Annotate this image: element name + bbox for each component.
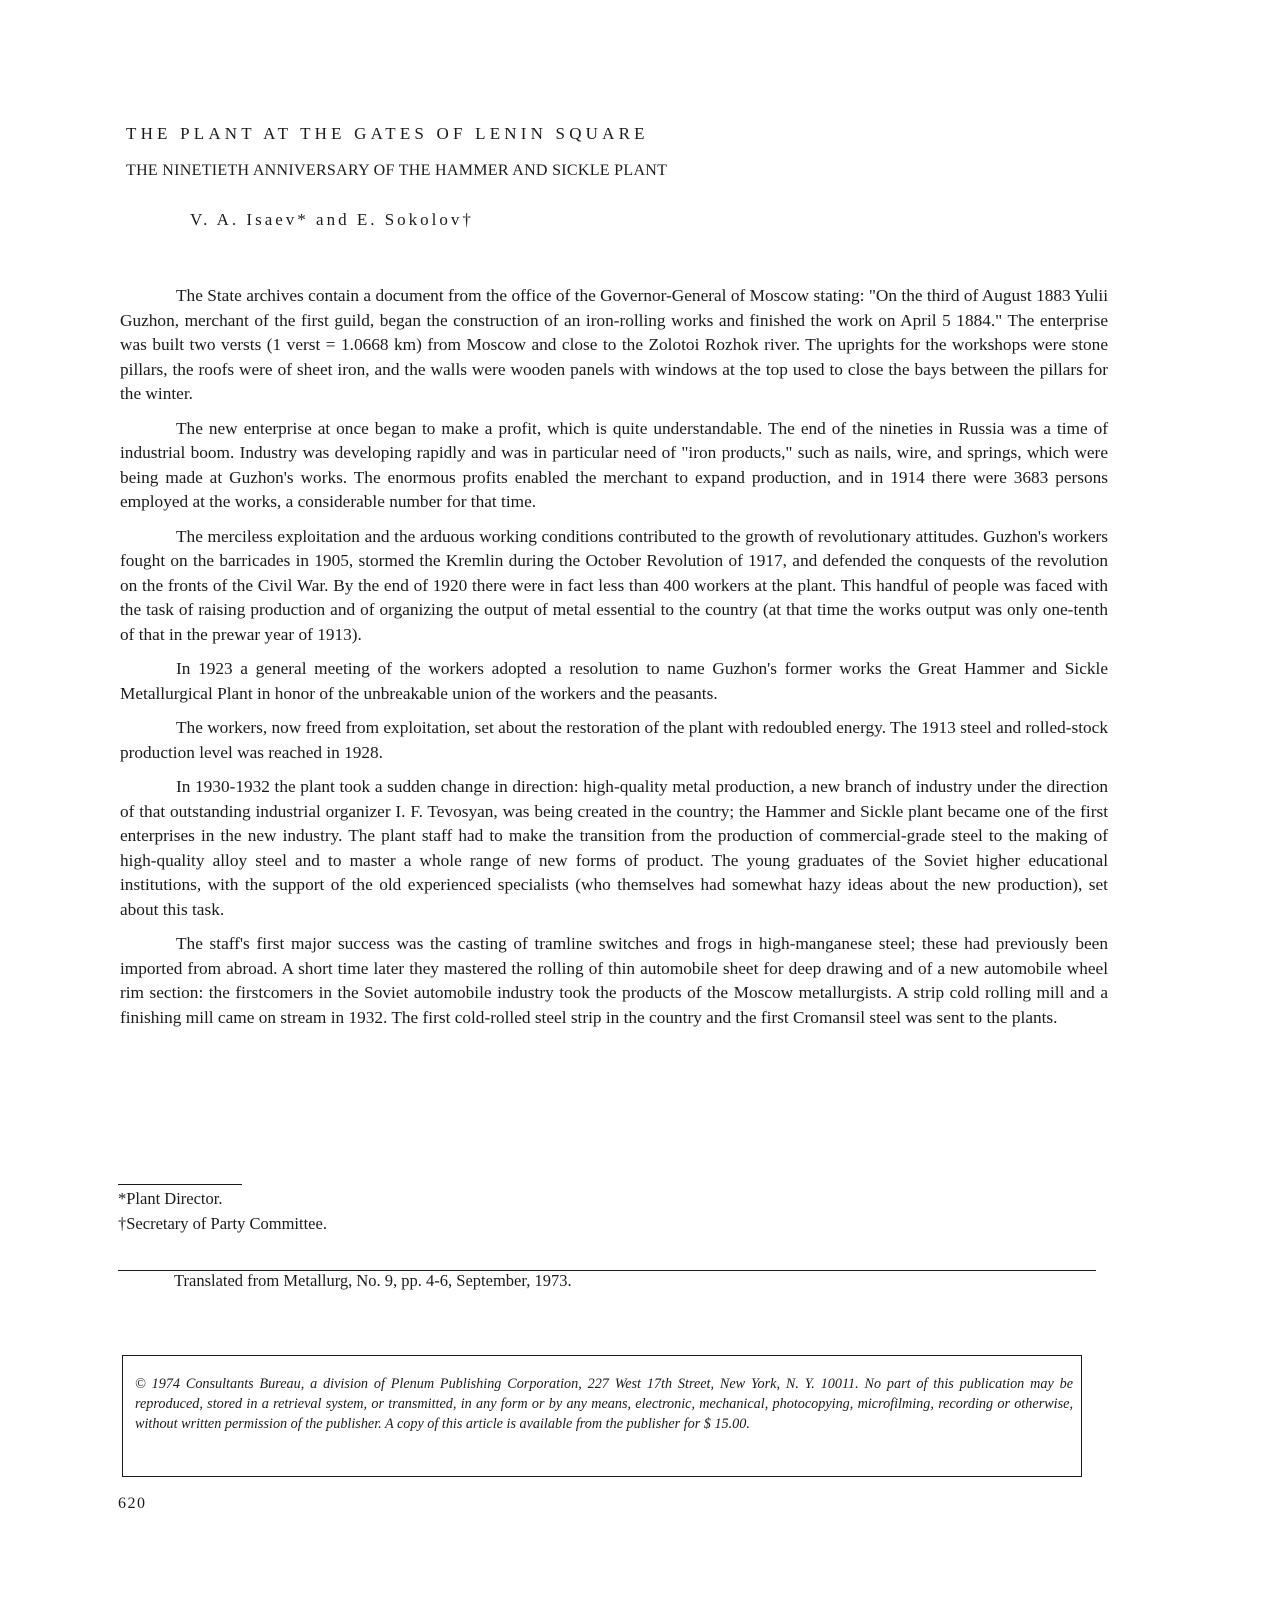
footnote-party-secretary: †Secretary of Party Committee. xyxy=(118,1214,327,1233)
body-paragraph: In 1923 a general meeting of the workers adopted a resolution to name Guzhon's former works the Great Hammer and Sickle Metallurgical Plant in honor of the unbreakable union of the workers and the peasants. xyxy=(120,659,1108,703)
article-body xyxy=(120,284,1108,1040)
body-paragraph: The new enterprise at once began to make a profit, which is quite understandable. The end of the nineties in Russia was a time of industrial boom. Industry was developing rapidly and was in particular need of "iron products," such as nails, wire, and springs, which were being made at Guzhon's works. The enormous profits enabled the merchant to expand production, and in 1914 there were 3683 persons employed at the works, a considerable number for that time. xyxy=(120,418,1108,511)
body-paragraph: In 1930-1932 the plant took a sudden change in direction: high-quality metal production, a new branch of industry under the direction of that outstanding industrial organizer I. F. Tevosyan, was being created in the country; the Hammer and Sickle plant became one of the first enterprises in the new industry. The plant staff had to make the transition from the production of commercial-grade steel to the making of high-quality alloy steel and to master a whole range of new forms of product. The young graduates of the Soviet higher educational institutions, with the support of the old experienced specialists (who themselves had somewhat hazy ideas about the new production), set about this task. xyxy=(120,777,1108,919)
translation-note: Translated from Metallurg, No. 9, pp. 4-6, September, 1973. xyxy=(174,1271,572,1290)
footnotes xyxy=(118,1186,327,1236)
footnote-plant-director: *Plant Director. xyxy=(118,1189,223,1208)
article-title: THE PLANT AT THE GATES OF LENIN SQUARE xyxy=(126,124,649,143)
page-number: 620 xyxy=(118,1495,147,1512)
body-paragraph: The State archives contain a document from the office of the Governor-General of Moscow stating: "On the third of August 1883 Yulii Guzhon, merchant of the first guild, began the construction of an iron-rolling works and finished the work on April 5 1884." The enterprise was built two versts (1 verst = 1.0668 km) from Moscow and close to the Zolotoi Rozhok river. The uprights for the workshops were stone pillars, the roofs were of sheet iron, and the walls were wooden panels with windows at the top used to close the bays between the pillars for the winter. xyxy=(120,286,1108,403)
copyright-notice: © 1974 Consultants Bureau, a division of Plenum Publishing Corporation, 227 West 17th Street, New York, N. Y. 10011. No part of this publication may be reproduced, stored in a retrieval system, or transmitted, in any form or by any means, electronic, mechanical, photocopying, microfilming, recording or otherwise, without written permission of the publisher. A copy of this article is available from the publisher for $ 15.00. xyxy=(122,1355,1082,1477)
body-paragraph: The merciless exploitation and the arduous working conditions contributed to the growth of revolutionary attitudes. Guzhon's workers fought on the barricades in 1905, stormed the Kremlin during the October Revolution of 1917, and defended the conquests of the revolution on the fronts of the Civil War. By the end of 1920 there were in fact less than 400 workers at the plant. This handful of people was faced with the task of raising production and of organizing the output of metal essential to the country (at that time the works output was only one-tenth of that in the prewar year of 1913). xyxy=(120,526,1108,644)
article-subtitle: THE NINETIETH ANNIVERSARY OF THE HAMMER AND SICKLE PLANT xyxy=(126,162,668,179)
footnote-divider xyxy=(118,1184,242,1185)
body-paragraph: The staff's first major success was the casting of tramline switches and frogs in high-manganese steel; these had previously been imported from abroad. A short time later they mastered the rolling of thin automobile sheet for deep drawing and of a new automobile wheel rim section: the firstcomers in the Soviet automobile industry took the products of the Moscow metallurgists. A strip cold rolling mill and a finishing mill came on stream in 1932. The first cold-rolled steel strip in the country and the first Cromansil steel was sent to the plants. xyxy=(120,934,1108,1027)
body-paragraph: The workers, now freed from exploitation, set about the restoration of the plant with redoubled energy. The 1913 steel and rolled-stock production level was reached in 1928. xyxy=(120,718,1108,762)
article-authors: V. A. Isaev* and E. Sokolov† xyxy=(190,210,474,229)
